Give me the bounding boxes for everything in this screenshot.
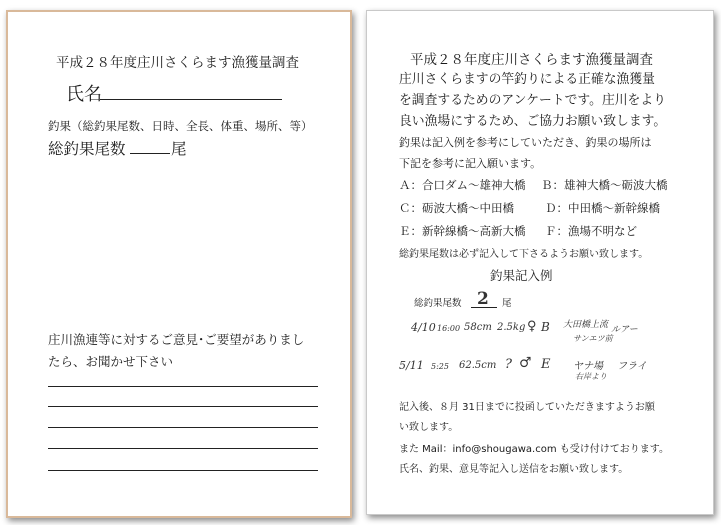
example-title: 釣果記入例 (490, 268, 553, 283)
example-sex: ♀ (527, 319, 537, 334)
catch-note: 釣果（総釣果尾数、日時、全長、体重、場所、等） (48, 119, 313, 133)
total-catch-field-line[interactable] (130, 153, 170, 154)
example-area: B (541, 320, 550, 334)
card-title: 平成２８年度庄川さくらます漁獲量調査 (410, 52, 653, 68)
reference-note-line2: 下記を参考に記入願います。 (399, 157, 542, 170)
example-area: E (541, 357, 551, 372)
example-place-sub: サンエツ前 (573, 334, 613, 343)
example-place-sub: 右岸より (575, 372, 607, 381)
opinion-line[interactable] (48, 427, 318, 428)
total-catch-label: 総釣果尾数 (48, 140, 126, 158)
opinion-line[interactable] (48, 470, 318, 471)
example-method: ルアー (611, 325, 638, 335)
example-date: 4/10 (411, 321, 436, 334)
deadline-line1: 記入後、８月 31日までに投函していただきますようお願 (399, 402, 655, 413)
example-date: 5/11 (399, 359, 424, 372)
name-label: 氏名 (66, 84, 102, 105)
example-sex: ♂ (519, 355, 532, 371)
example-length: 58cm (464, 322, 492, 333)
required-note: 総釣果尾数は必ず記入して下さるようお願い致します。 (399, 249, 649, 260)
survey-card-back (366, 10, 714, 515)
intro-line: を調査するためのアンケートです。庄川をより (399, 93, 666, 108)
mail-instruction: 氏名、釣果、意見等記入し送信をお願い致します。 (399, 464, 629, 475)
survey-card-front (6, 10, 352, 518)
opinion-line[interactable] (48, 448, 318, 449)
example-weight: 2.5kg (497, 322, 526, 333)
area-code: Ｃ：砺波大橋～中田橋 (399, 201, 514, 215)
mail-note: また Mail：info@shougawa.com も受け付けております。 (399, 444, 669, 455)
example-total-line (471, 307, 497, 308)
example-total-value: 2 (477, 289, 489, 309)
example-time: 5:25 (431, 362, 449, 371)
example-total-label: 総釣果尾数 (414, 298, 462, 309)
intro-line: 庄川さくらますの竿釣りによる正確な漁獲量 (399, 72, 655, 87)
opinion-prompt-line1: 庄川漁連等に対するご意見･ご要望がありまし (48, 332, 305, 347)
total-catch-unit: 尾 (171, 140, 187, 158)
intro-line: 良い漁場にするため、ご協力お願い致します。 (399, 114, 667, 129)
deadline-line2: い致します。 (399, 422, 459, 433)
example-total-unit: 尾 (502, 298, 512, 309)
example-method: フライ (617, 361, 647, 372)
opinion-line[interactable] (48, 386, 318, 387)
name-field-line[interactable] (100, 99, 282, 100)
example-place: ヤナ場 (573, 361, 603, 372)
area-code: Ｆ：漁場不明など (545, 224, 637, 238)
opinion-prompt-line2: たら、お聞かせ下さい (48, 354, 174, 369)
example-place: 大田橋上流 (563, 320, 609, 330)
area-code: Ａ：合口ダム～雄神大橋 (399, 178, 526, 192)
area-code: Ｅ：新幹線橋～高新大橋 (399, 224, 526, 238)
reference-note-line1: 釣果は記入例を参考にしていただき、釣果の場所は (399, 136, 652, 149)
example-length: 62.5cm (459, 360, 497, 371)
area-code: Ｂ：雄神大橋～砺波大橋 (541, 178, 668, 192)
opinion-line[interactable] (48, 406, 318, 407)
example-time: 16:00 (437, 324, 461, 333)
area-code: Ｄ：中田橋～新幹線橋 (545, 201, 660, 215)
card-title: 平成２８年度庄川さくらます漁獲量調査 (56, 55, 299, 71)
example-weight: ? (505, 357, 512, 372)
